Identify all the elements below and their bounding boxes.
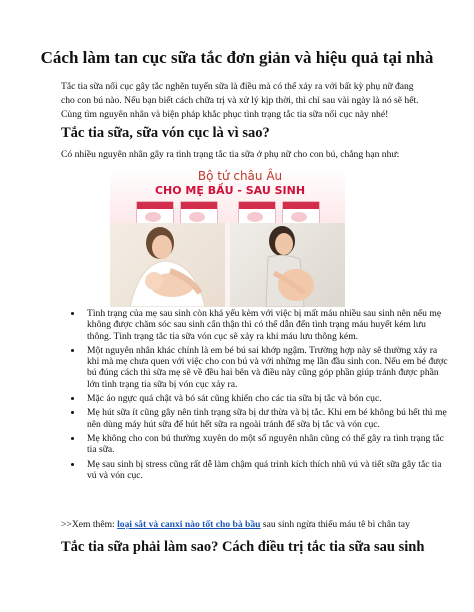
banner-subtitle: CHO MẸ BẦU - SAU SINH	[154, 184, 306, 197]
banner-title: Bộ tứ châu Âu	[197, 169, 283, 183]
page-title: Cách làm tan cục sữa tắc đơn giản và hiệu quả tại nhà	[40, 48, 434, 67]
breastfeeding-mother-photo	[110, 223, 225, 307]
list-item: • Tình trạng của mẹ sau sinh còn khá yếu kèm với việc bị mất máu nhiều sau sinh nên nếu mẹ không được chăm sóc sau sinh cẩn thận thì có thể dẫn đến tình trạng máu huyết kém lưu thông. Tình trạng tắc tia sữa vón cục sẽ xảy ra khi máu lưu thông kém.	[83, 308, 451, 342]
section-heading-treatment: Tắc tia sữa phải làm sao? Cách điều trị tắc tia sữa sau sinh	[61, 539, 425, 555]
see-more-suffix: sau sinh ngừa thiếu máu tê bì chân tay	[260, 519, 410, 530]
list-item: • Mẹ không cho con bú thường xuyên do một số nguyên nhân cũng có thể gây ra tình trạng tắc tia sữa.	[83, 433, 451, 456]
list-item: • Một nguyên nhân khác chính là em bé bú sai khớp ngậm. Trường hợp này sẽ thường xảy ra khi mà mẹ chưa quen với việc cho con bú và với những mẹ lần đầu sinh con. Nếu em bé được bú đúng cách thì sữa mẹ sẽ về đều hai bên và điều này cũng góp phần giúp tránh được phần lớn tình trạng tia sữa bị vón cục xảy ra.	[83, 345, 451, 390]
causes-intro-paragraph: Có nhiều nguyên nhân gây ra tình trạng tắc tia sữa ở phụ nữ cho con bú, chẳng hạn như:	[61, 149, 400, 160]
list-item: • Mẹ sau sinh bị stress cũng rất dễ làm chậm quá trình kích thích nhũ vú và tiết sữa gây tắc tia vú và vón cục.	[83, 459, 451, 482]
list-item: • Mẹ hút sữa ít cũng gây nên tình trạng sữa bị dư thừa và bị tắc. Khi em bé không bú hết thì mẹ nên dùng máy hút sữa để hút hết sữa ra ngoài tránh để sữa bị tắc và vón cục.	[83, 407, 451, 430]
causes-list	[61, 308, 451, 484]
list-item: • Mặc áo ngực quá chật và bó sát cũng khiến cho các tia sữa bị tắc và bón cục.	[83, 393, 451, 404]
intro-paragraph: Tắc tia sữa nổi cục gây tắc nghẽn tuyến sữa là điều mà có thể xảy ra với bất kỳ phụ nữ đang cho con bú nào. Nếu bạn biết cách chữa trị và xử lý kịp thời, thì chỉ sau vài ngày là nó sẽ hết. Cùng tìm nguyên nhân và biện pháp khắc phục tình trạng tắc tia sữa nổi cục này nhé!	[61, 81, 419, 120]
article-image	[110, 167, 345, 307]
product-banner	[110, 167, 345, 223]
section-heading-causes: Tắc tia sữa, sữa vón cục là vì sao?	[61, 125, 270, 141]
see-more-line	[61, 519, 441, 531]
see-more-prefix: >>Xem thêm:	[61, 519, 118, 530]
pregnant-woman-photo	[230, 223, 345, 307]
see-more-link[interactable]: loại sắt và canxi nào tốt cho bà bầu	[117, 519, 261, 530]
